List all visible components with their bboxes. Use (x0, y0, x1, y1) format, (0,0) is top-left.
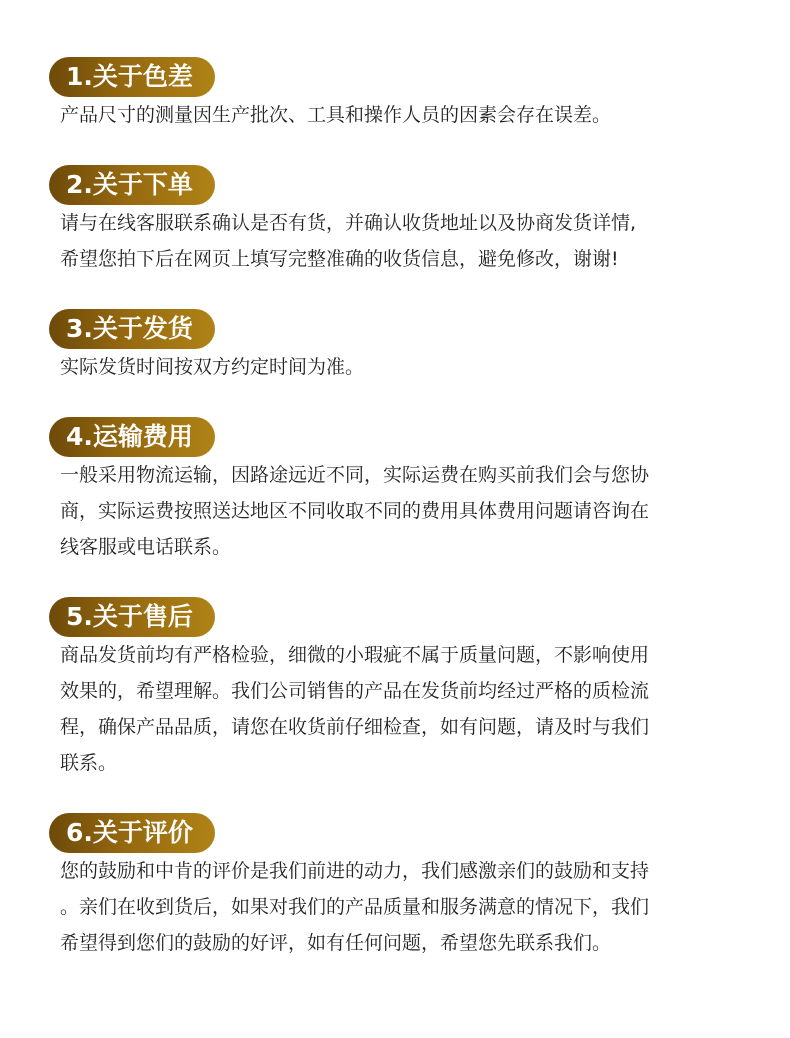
body-line: 。亲们在收到货后，如果对我们的产品质量和服务满意的情况下，我们 (60, 896, 650, 918)
section-body (60, 349, 750, 385)
body-line: 您的鼓励和中肯的评价是我们前进的动力，我们感激亲们的鼓励和支持 (60, 860, 650, 882)
body-line: 商品发货前均有严格检验，细微的小瑕疵不属于质量问题，不影响使用 (60, 644, 650, 666)
section-heading: 2.关于下单 (49, 165, 215, 205)
body-line: 商，实际运费按照送达地区不同收取不同的费用具体费用问题请咨询在 (60, 500, 650, 522)
section-body (60, 205, 750, 277)
section-body (60, 637, 750, 781)
body-line: 线客服或电话联系。 (60, 536, 232, 558)
body-line: 产品尺寸的测量因生产批次、工具和操作人员的因素会存在误差。 (60, 104, 612, 126)
body-line: 效果的，希望理解。我们公司销售的产品在发货前均经过严格的质检流 (60, 680, 650, 702)
body-line: 一般采用物流运输，因路途远近不同，实际运费在购买前我们会与您协 (60, 464, 650, 486)
section-heading: 3.关于发货 (49, 309, 215, 349)
body-line: 希望您拍下后在网页上填写完整准确的收货信息，避免修改，谢谢! (60, 248, 619, 270)
section-heading: 1.关于色差 (49, 57, 215, 97)
body-line: 联系。 (60, 752, 118, 774)
section-body (60, 457, 750, 565)
section-heading: 4.运输费用 (49, 417, 215, 457)
body-line: 请与在线客服联系确认是否有货，并确认收货地址以及协商发货详情, (60, 212, 637, 234)
section-heading: 5.关于售后 (49, 597, 215, 637)
body-line: 程，确保产品品质，请您在收货前仔细检查，如有问题，请及时与我们 (60, 716, 650, 738)
body-line: 实际发货时间按双方约定时间为准。 (60, 356, 365, 378)
section-body (60, 853, 750, 961)
section-body (60, 97, 750, 133)
section-heading: 6.关于评价 (49, 813, 215, 853)
body-line: 希望得到您们的鼓励的好评，如有任何问题，希望您先联系我们。 (60, 932, 612, 954)
